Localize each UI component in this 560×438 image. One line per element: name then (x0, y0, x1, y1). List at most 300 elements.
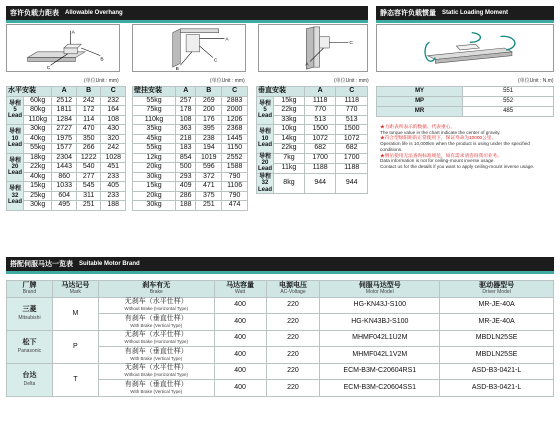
wall-cell: 2000 (222, 106, 248, 116)
motor-voltage: 220 (266, 347, 320, 364)
horizontal-cell: 1222 (76, 153, 101, 163)
motor-voltage: 220 (266, 314, 320, 331)
wall-cell: 30kg (133, 201, 176, 211)
wall-header-row (133, 87, 248, 97)
wall-cell: 1206 (222, 115, 248, 125)
motor-brake (98, 297, 214, 314)
motor-model: MHMF042L1U2M (320, 330, 440, 347)
horizontal-cell: 1577 (52, 144, 77, 154)
horizontal-cell: 545 (76, 182, 101, 192)
wall-cell: 183 (176, 144, 196, 154)
wall-cell: 55kg (133, 144, 176, 154)
horizontal-row (7, 172, 126, 182)
wall-cell: 55kg (133, 96, 176, 106)
horizontal-cell: 22kg (24, 163, 52, 173)
motor-title-en: Suitable Motor Brand (79, 261, 140, 267)
wall-row (133, 163, 248, 173)
horizontal-cell: 242 (76, 96, 101, 106)
vertical-cell: 682 (336, 144, 368, 154)
horizontal-cell: 1443 (52, 163, 77, 173)
wall-cell: 2368 (222, 125, 248, 135)
horizontal-row (7, 125, 126, 135)
wall-row (133, 172, 248, 182)
motor-brake-cn: 有刹车（垂直仕样） (124, 347, 188, 355)
wall-cell: 75kg (133, 106, 176, 116)
motor-row (7, 363, 554, 380)
wall-row (133, 106, 248, 116)
vertical-row (257, 144, 368, 154)
wall-row (133, 96, 248, 106)
horizontal-cell: 172 (76, 106, 101, 116)
horizontal-cell: 242 (101, 144, 126, 154)
vertical-row (257, 96, 368, 106)
vertical-cell: 10kg (274, 125, 305, 135)
vertical-row (257, 173, 368, 193)
horizontal-cell: 55kg (24, 144, 52, 154)
motor-voltage: 220 (266, 363, 320, 380)
horizontal-cell: 540 (76, 163, 101, 173)
motor-model: ECM-B3M-C20604SS1 (320, 380, 440, 397)
note-line: ★倒吊使用无法查询标准规范，如有需求请咨询我司业务。 (380, 152, 502, 158)
note-line: ★符合型绿阳距的正常使用下，保证寿命为10000公里。 (380, 135, 497, 141)
horizontal-table (6, 86, 126, 211)
motor-table (6, 280, 554, 397)
motor-brand-en: Panasonic (17, 347, 42, 354)
motor-header-cell (98, 281, 214, 298)
wall-cell: 1106 (222, 182, 248, 192)
motor-brake-cn: 无刹车（水平仕样） (124, 331, 188, 339)
horizontal-cell: 232 (101, 96, 126, 106)
horizontal-row (7, 201, 126, 211)
diagram-moment (376, 24, 554, 72)
vertical-header-c: C (336, 87, 368, 97)
vertical-cell: 22kg (274, 144, 305, 154)
diagram-vertical (258, 24, 368, 72)
motor-brake (98, 347, 214, 364)
moment-row (377, 97, 554, 107)
vertical-row (257, 134, 368, 144)
motor-watt: 400 (214, 363, 266, 380)
motor-brand-cn: 台达 (22, 371, 37, 379)
horizontal-cell: 311 (76, 191, 101, 201)
motor-brake-en: With Brake (Vertical Type) (130, 322, 183, 328)
wall-cell: 2552 (222, 153, 248, 163)
horizontal-cell: 188 (101, 201, 126, 211)
motor-brake (98, 363, 214, 380)
motor-header-cn: 电源电压 (278, 281, 307, 289)
horizontal-cell: 2304 (52, 153, 77, 163)
wall-row (133, 115, 248, 125)
motor-header-en: Brake (149, 288, 163, 295)
vertical-cell: 11kg (274, 163, 305, 173)
horizontal-header-a: A (52, 87, 77, 97)
horizontal-header-name: 水平安装 (7, 87, 52, 97)
horizontal-header-c: C (101, 87, 126, 97)
wall-cell: 176 (196, 115, 222, 125)
wall-cell: 1019 (196, 153, 222, 163)
motor-brand (7, 363, 53, 396)
overhang-header (6, 6, 368, 20)
vertical-cell: 513 (336, 115, 368, 125)
overhang-unit-2: (单位Unit : mm) (210, 78, 245, 84)
motor-mark: M (52, 297, 98, 330)
wall-cell: 20kg (133, 163, 176, 173)
motor-brake (98, 314, 214, 331)
vertical-cell: 1118 (304, 96, 336, 106)
motor-driver: MR-JE-40A (440, 297, 554, 314)
vertical-cell: 770 (336, 106, 368, 116)
vertical-row (257, 115, 368, 125)
horizontal-row (7, 134, 126, 144)
horizontal-cell: 164 (101, 106, 126, 116)
motor-brand (7, 297, 53, 330)
wall-cell: 218 (176, 134, 196, 144)
motor-header-cell (52, 281, 98, 298)
note-line: Operation life is 10,000km when the product is using under the specified conditions. (380, 141, 530, 152)
horizontal-row (7, 163, 126, 173)
wall-cell: 790 (222, 191, 248, 201)
vertical-cell: 513 (304, 115, 336, 125)
wall-cell: 2883 (222, 96, 248, 106)
horizontal-row (7, 96, 126, 106)
wall-cell: 30kg (133, 172, 176, 182)
note-line: ★力距表所表示的数据、代表重心。 (380, 124, 456, 129)
motor-header-cell (320, 281, 440, 298)
moment-title-cn: 静态容许负载惯量 (380, 10, 436, 17)
wall-row (133, 125, 248, 135)
horizontal-cell: 108 (101, 115, 126, 125)
horizontal-row (7, 106, 126, 116)
wall-cell: 596 (196, 163, 222, 173)
motor-brand-en: Delta (23, 380, 36, 387)
vertical-lead-label: 导程 32 Lead (258, 173, 273, 193)
moment-label: MY (377, 87, 463, 97)
motor-mark: P (52, 330, 98, 363)
horizontal-cell: 233 (101, 172, 126, 182)
motor-watt: 400 (214, 314, 266, 331)
vertical-header-a: A (304, 87, 336, 97)
motor-brake (98, 330, 214, 347)
moment-table (376, 86, 554, 117)
motor-header-accent (6, 271, 554, 274)
vertical-cell: 1700 (304, 153, 336, 163)
horizontal-cell: 40kg (24, 172, 52, 182)
wall-cell: 409 (176, 182, 196, 192)
motor-header-en: Driver Model (482, 288, 511, 295)
vertical-header-name: 垂直安装 (257, 87, 305, 97)
moment-label: MR (377, 107, 463, 117)
vertical-row (257, 106, 368, 116)
note-line: Data information is not for ceiling-mount inverse usage. (380, 158, 495, 164)
motor-brake-cn: 无刹车（水平仕样） (124, 364, 188, 372)
wall-cell: 1588 (222, 163, 248, 173)
overhang-unit-3: (单位Unit : mm) (334, 78, 369, 84)
vertical-cell: 682 (304, 144, 336, 154)
vertical-cell: 1188 (336, 163, 368, 173)
motor-watt: 400 (214, 330, 266, 347)
wall-row (133, 134, 248, 144)
horizontal-cell: 233 (101, 191, 126, 201)
motor-voltage: 220 (266, 330, 320, 347)
overhang-title-cn: 容许负载力距表 (10, 10, 59, 17)
overhang-title-en: Allowable Overhang (65, 10, 123, 16)
motor-voltage: 220 (266, 297, 320, 314)
horizontal-cell: 15kg (24, 182, 52, 192)
wall-header-name: 壁挂安装 (133, 87, 176, 97)
wall-row (133, 201, 248, 211)
wall-cell: 375 (196, 191, 222, 201)
vertical-lead-label: 导程 10 Lead (257, 125, 274, 154)
wall-cell: 474 (222, 201, 248, 211)
vertical-header-row (257, 87, 368, 97)
wall-cell: 108 (176, 115, 196, 125)
vertical-cell: 33kg (274, 115, 305, 125)
horizontal-lead-label: 导程 10 Lead (7, 125, 24, 154)
motor-header-cell (214, 281, 266, 298)
vertical-cell: 944 (336, 173, 368, 193)
diagram-w-label-b: B (175, 67, 179, 71)
vertical-cell: 1700 (336, 153, 368, 163)
motor-model: HG-KN43J-S100 (320, 297, 440, 314)
wall-cell: 1445 (222, 134, 248, 144)
horizontal-cell: 405 (101, 182, 126, 192)
wall-cell: 269 (196, 96, 222, 106)
vertical-cell: 14kg (274, 134, 305, 144)
vertical-cell: 1072 (336, 134, 368, 144)
wall-cell: 286 (176, 191, 196, 201)
motor-brake-en: With Brake (Vertical Type) (130, 388, 183, 394)
motor-brand-cn: 三菱 (22, 305, 37, 313)
wall-cell: 854 (176, 153, 196, 163)
motor-brake-cn: 无刹车（水平仕样） (124, 298, 188, 306)
diagram-h-label-c: C (46, 66, 51, 71)
motor-driver: ASD-B3-0421-L (440, 363, 554, 380)
horizontal-row (7, 144, 126, 154)
horizontal-header-row (7, 87, 126, 97)
wall-cell: 238 (196, 134, 222, 144)
vertical-cell: 770 (304, 106, 336, 116)
moment-header-accent (376, 20, 554, 23)
horizontal-row (7, 153, 126, 163)
vertical-cell: 15kg (274, 96, 305, 106)
wall-cell: 395 (196, 125, 222, 135)
motor-brake-cn: 有刹车（垂直仕样） (124, 380, 188, 388)
motor-watt: 400 (214, 347, 266, 364)
wall-cell: 110kg (133, 115, 176, 125)
motor-model: MHMF042L1V2M (320, 347, 440, 364)
moment-header (376, 6, 554, 20)
horizontal-cell: 495 (52, 201, 77, 211)
vertical-cell: 22kg (274, 106, 305, 116)
horizontal-cell: 110kg (24, 115, 52, 125)
wall-cell: 790 (222, 172, 248, 182)
horizontal-cell: 1033 (52, 182, 77, 192)
vertical-cell: 1118 (336, 96, 368, 106)
motor-brake-en: With Brake (Vertical Type) (130, 355, 183, 361)
horizontal-cell: 1284 (52, 115, 77, 125)
motor-header-cn: 马达记号 (61, 281, 90, 289)
motor-model: ECM-B3M-C20604RS1 (320, 363, 440, 380)
vertical-cell: 1188 (304, 163, 336, 173)
motor-title-cn: 搭配伺服马达一览表 (10, 261, 73, 268)
wall-row (133, 191, 248, 201)
horizontal-header-b: B (76, 87, 101, 97)
wall-table (132, 86, 248, 211)
wall-row (133, 144, 248, 154)
motor-row (7, 297, 554, 314)
vertical-row (257, 163, 368, 173)
vertical-lead-label: 导程 20 Lead (258, 153, 273, 173)
motor-watt: 400 (214, 380, 266, 397)
wall-cell: 1150 (222, 144, 248, 154)
moment-unit: (单位Unit : N.m) (518, 78, 554, 84)
vertical-cell: 1500 (304, 125, 336, 135)
horizontal-cell: 2512 (52, 96, 77, 106)
horizontal-cell: 40kg (24, 134, 52, 144)
moment-row (377, 87, 554, 97)
horizontal-cell: 1975 (52, 134, 77, 144)
horizontal-cell: 470 (76, 125, 101, 135)
wall-cell: 12kg (133, 153, 176, 163)
horizontal-cell: 451 (101, 163, 126, 173)
wall-cell: 35kg (133, 125, 176, 135)
vertical-cell: 1500 (336, 125, 368, 135)
motor-voltage: 220 (266, 380, 320, 397)
horizontal-lead-label: 导程 20 Lead (7, 153, 24, 182)
motor-header-cn: 马达容量 (226, 281, 255, 289)
wall-header-c: C (222, 87, 248, 97)
diagram-v-label-a: A (305, 62, 309, 68)
wall-cell: 293 (176, 172, 196, 182)
moment-row (377, 107, 554, 117)
moment-value: 552 (463, 97, 554, 107)
motor-brand (7, 330, 53, 363)
wall-cell: 194 (196, 144, 222, 154)
overhang-unit-1: (单位Unit : mm) (84, 78, 119, 84)
vertical-cell: 1072 (304, 134, 336, 144)
wall-header-a: A (176, 87, 196, 97)
motor-header-en: AC-Voltage (280, 288, 306, 295)
moment-notes (380, 124, 552, 170)
vertical-row (257, 125, 368, 135)
motor-header-cell (440, 281, 554, 298)
vertical-table (256, 86, 368, 194)
moment-value: 485 (463, 107, 554, 117)
horizontal-lead-label: 导程 5 Lead (7, 96, 24, 125)
vertical-lead-label: 导程 5 Lead (257, 96, 274, 125)
vertical-cell: 944 (304, 173, 336, 193)
diagram-horizontal (6, 24, 120, 72)
horizontal-cell: 18kg (24, 153, 52, 163)
horizontal-cell: 604 (52, 191, 77, 201)
wall-cell: 363 (176, 125, 196, 135)
motor-header-en: Motor Model (365, 288, 394, 295)
note-line: Contact us for the details if you want to apply ceiling-mount inverse usage. (380, 163, 535, 169)
horizontal-cell: 25kg (24, 191, 52, 201)
horizontal-cell: 277 (76, 172, 101, 182)
motor-brake-en: Without Brake (Horizontal Type) (124, 372, 189, 378)
motor-header-cn: 刹车有无 (142, 281, 171, 289)
vertical-row (257, 153, 368, 163)
wall-cell: 45kg (133, 134, 176, 144)
wall-cell: 188 (176, 201, 196, 211)
note-line: The torque value in the chart indicate the center of gravity. (380, 129, 501, 135)
motor-driver: MBDLN25SE (440, 330, 554, 347)
horizontal-cell: 251 (76, 201, 101, 211)
wall-cell: 257 (176, 96, 196, 106)
wall-cell: 15kg (133, 182, 176, 192)
motor-header-en: Brand (22, 288, 37, 295)
diagram-w-label-c: C (213, 58, 218, 64)
horizontal-row (7, 182, 126, 192)
motor-header-en: Watt (235, 288, 246, 295)
wall-cell: 372 (196, 172, 222, 182)
moment-title-en: Static Loading Moment (442, 10, 508, 16)
wall-cell: 251 (196, 201, 222, 211)
wall-cell: 200 (196, 106, 222, 116)
horizontal-cell: 2727 (52, 125, 77, 135)
horizontal-cell: 60kg (24, 96, 52, 106)
motor-driver: ASD-B3-0421-L (440, 380, 554, 397)
horizontal-cell: 320 (101, 134, 126, 144)
wall-row (133, 182, 248, 192)
wall-cell: 20kg (133, 191, 176, 201)
motor-row (7, 330, 554, 347)
horizontal-cell: 30kg (24, 201, 52, 211)
horizontal-cell: 1811 (52, 106, 77, 116)
motor-header-cn: 驱动器型号 (479, 281, 515, 289)
horizontal-cell: 350 (76, 134, 101, 144)
horizontal-cell: 1028 (101, 153, 126, 163)
horizontal-cell: 430 (101, 125, 126, 135)
motor-header-en: Mark (69, 288, 81, 295)
motor-header-cn: 厂牌 (22, 281, 37, 289)
motor-header-cell (266, 281, 320, 298)
diagram-wall (132, 24, 246, 72)
horizontal-cell: 266 (76, 144, 101, 154)
moment-label: MP (377, 97, 463, 107)
overhang-header-accent (6, 20, 368, 23)
wall-cell: 471 (196, 182, 222, 192)
horizontal-cell: 114 (76, 115, 101, 125)
motor-watt: 400 (214, 297, 266, 314)
motor-header (6, 257, 554, 271)
horizontal-row (7, 191, 126, 201)
motor-model: HG-KN43BJ-S100 (320, 314, 440, 331)
moment-value: 551 (463, 87, 554, 97)
diagram-h-label-a: A (71, 30, 75, 36)
motor-header-cell (7, 281, 53, 298)
motor-driver: MR-JE-40A (440, 314, 554, 331)
wall-cell: 500 (176, 163, 196, 173)
horizontal-cell: 80kg (24, 106, 52, 116)
motor-brand-cn: 松下 (22, 338, 37, 346)
motor-driver: MBDLN25SE (440, 347, 554, 364)
horizontal-cell: 30kg (24, 125, 52, 135)
motor-header-cn: 伺服马达型号 (358, 281, 401, 289)
motor-mark: T (52, 363, 98, 396)
wall-row (133, 153, 248, 163)
wall-cell: 178 (176, 106, 196, 116)
wall-header-b: B (196, 87, 222, 97)
diagram-w-label-a: A (225, 37, 229, 43)
motor-brake-en: Without Brake (Horizontal Type) (124, 306, 189, 312)
motor-brake-en: Without Brake (Horizontal Type) (124, 339, 189, 345)
motor-brake (98, 380, 214, 397)
horizontal-lead-label: 导程 32 Lead (7, 182, 24, 211)
vertical-cell: 7kg (274, 153, 305, 163)
diagram-h-label-b: B (100, 57, 104, 63)
